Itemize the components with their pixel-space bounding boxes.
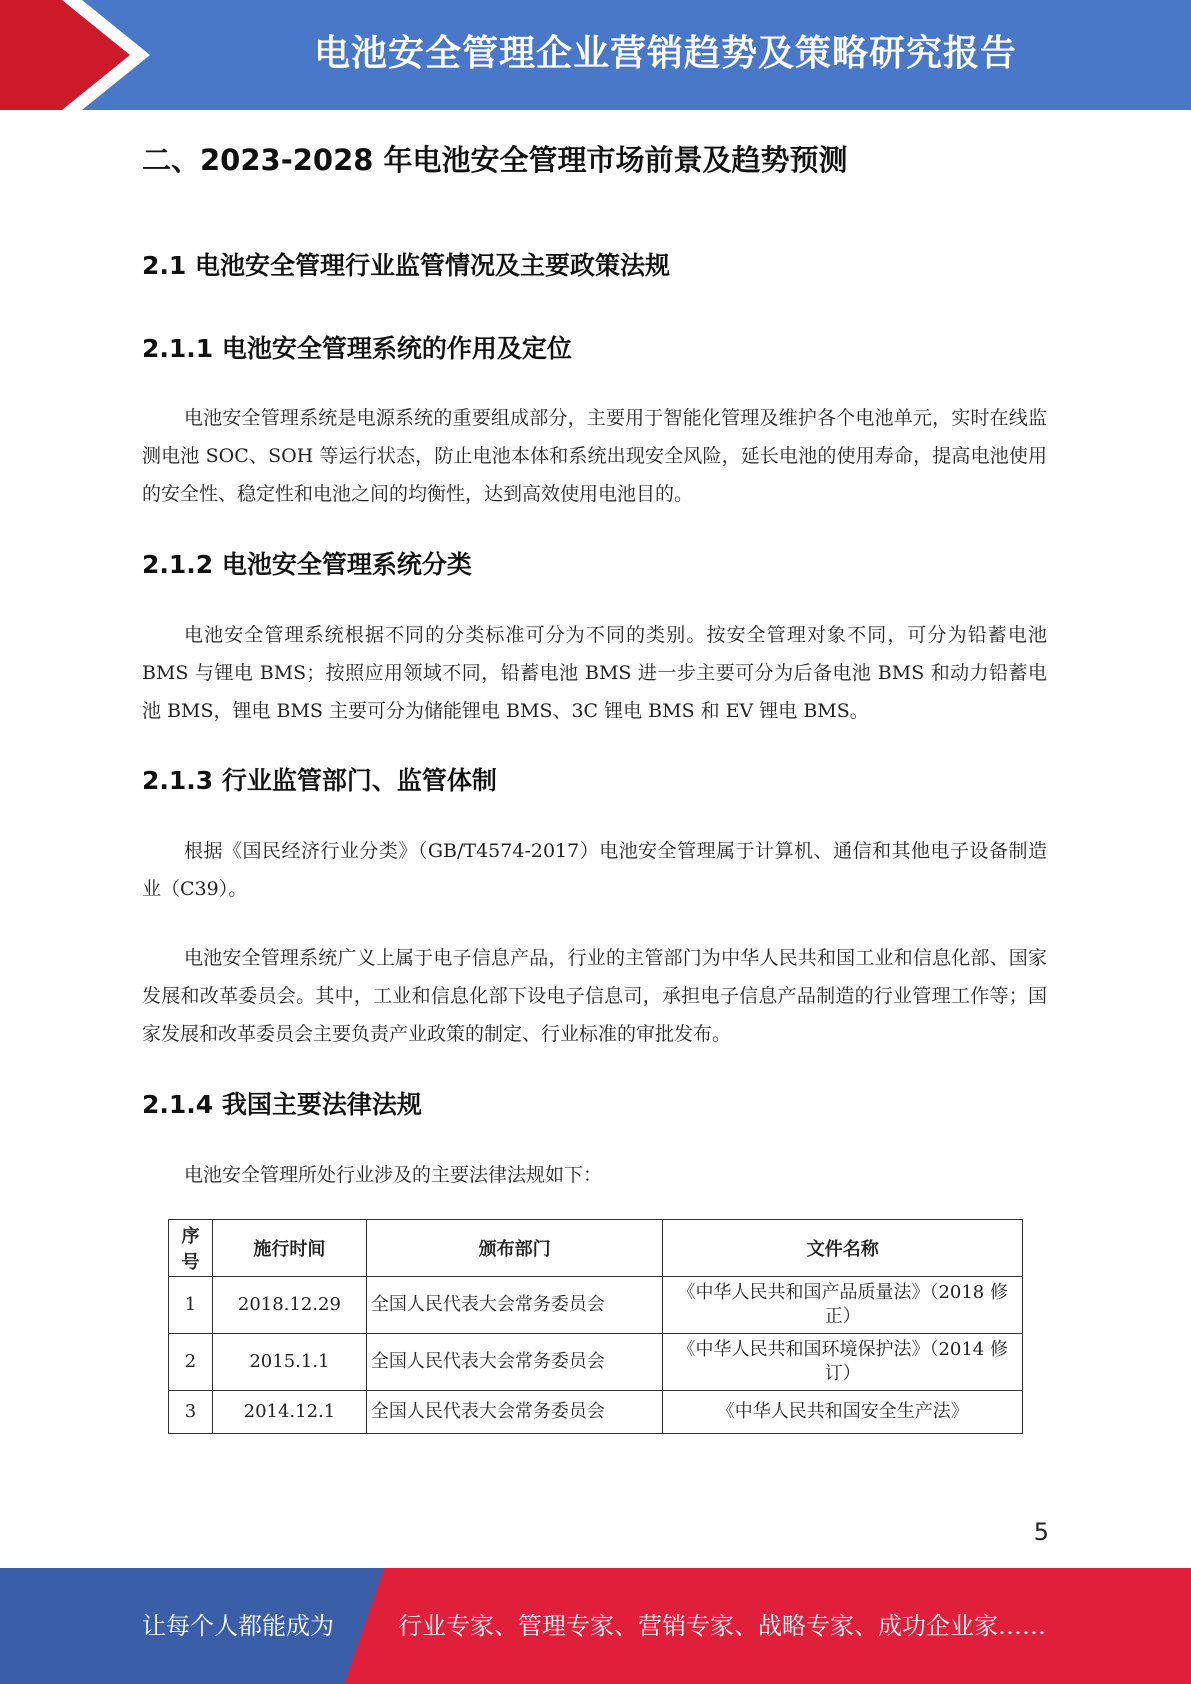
footer-slogan-right: 行业专家、管理专家、营销专家、战略专家、成功企业家…… [398, 1612, 1046, 1640]
cell-index: 1 [169, 1277, 213, 1334]
section-title: 二、2023-2028 年电池安全管理市场前景及趋势预测 [142, 143, 848, 177]
subsection-title-2-1-1: 2.1.1 电池安全管理系统的作用及定位 [142, 334, 572, 363]
page-number: 5 [1033, 1518, 1049, 1546]
cell-doc: 《中华人民共和国安全生产法》 [663, 1391, 1023, 1434]
subsection-title-2-1: 2.1 电池安全管理行业监管情况及主要政策法规 [142, 251, 670, 280]
cell-doc: 《中华人民共和国环境保护法》（2014 修订） [663, 1334, 1023, 1391]
cell-dept: 全国人民代表大会常务委员会 [366, 1391, 663, 1434]
paragraph-classification: 电池安全管理系统根据不同的分类标准可分为不同的类别。按安全管理对象不同，可分为铅蓄电池 BMS 与锂电 BMS；按照应用领域不同，铅蓄电池 BMS 进一步主要可分为后备电池 BMS 和动力铅蓄电池 BMS，锂电 BMS 主要可分为储能锂电 BMS、3C 锂电 BMS 和 EV 锂电 BMS。 [142, 624, 1047, 722]
laws-table [168, 1219, 1023, 1434]
subsection-title-2-1-2: 2.1.2 电池安全管理系统分类 [142, 550, 472, 579]
cell-date: 2015.1.1 [212, 1334, 366, 1391]
cell-date: 2014.12.1 [212, 1391, 366, 1434]
page-footer [0, 1568, 1191, 1684]
table-header-row [169, 1220, 1023, 1277]
page-header [0, 0, 1191, 110]
cell-date: 2018.12.29 [212, 1277, 366, 1334]
subsection-title-2-1-4: 2.1.4 我国主要法律法规 [142, 1090, 422, 1119]
cell-dept: 全国人民代表大会常务委员会 [366, 1334, 663, 1391]
header-issuing-body: 颁布部门 [366, 1220, 663, 1277]
footer-slogan-left: 让每个人都能成为 [142, 1612, 334, 1640]
table-row [169, 1277, 1023, 1334]
paragraph-laws-intro: 电池安全管理所处行业涉及的主要法律法规如下： [184, 1164, 603, 1186]
table-row [169, 1391, 1023, 1434]
header-effective-date: 施行时间 [212, 1220, 366, 1277]
report-title: 电池安全管理企业营销趋势及策略研究报告 [313, 33, 1017, 74]
table-row [169, 1334, 1023, 1391]
cell-doc: 《中华人民共和国产品质量法》（2018 修正） [663, 1277, 1023, 1334]
cell-dept: 全国人民代表大会常务委员会 [366, 1277, 663, 1334]
header-document-name: 文件名称 [663, 1220, 1023, 1277]
cell-index: 3 [169, 1391, 213, 1434]
cell-index: 2 [169, 1334, 213, 1391]
paragraph-role-positioning: 电池安全管理系统是电源系统的重要组成部分，主要用于智能化管理及维护各个电池单元，实时在线监测电池 SOC、SOH 等运行状态，防止电池本体和系统出现安全风险，延长电池的使用寿命，提高电池使用的安全性、稳定性和电池之间的均衡性，达到高效使用电池目的。 [142, 407, 1047, 505]
header-index: 序号 [169, 1220, 213, 1277]
paragraph-industry-classification: 根据《国民经济行业分类》（GB/T4574-2017）电池安全管理属于计算机、通信和其他电子设备制造业（C39）。 [142, 840, 1047, 900]
subsection-title-2-1-3: 2.1.3 行业监管部门、监管体制 [142, 766, 497, 795]
paragraph-regulators: 电池安全管理系统广义上属于电子信息产品，行业的主管部门为中华人民共和国工业和信息化部、国家发展和改革委员会。其中，工业和信息化部下设电子信息司，承担电子信息产品制造的行业管理工作等；国家发展和改革委员会主要负责产业政策的制定、行业标准的审批发布。 [142, 947, 1047, 1045]
